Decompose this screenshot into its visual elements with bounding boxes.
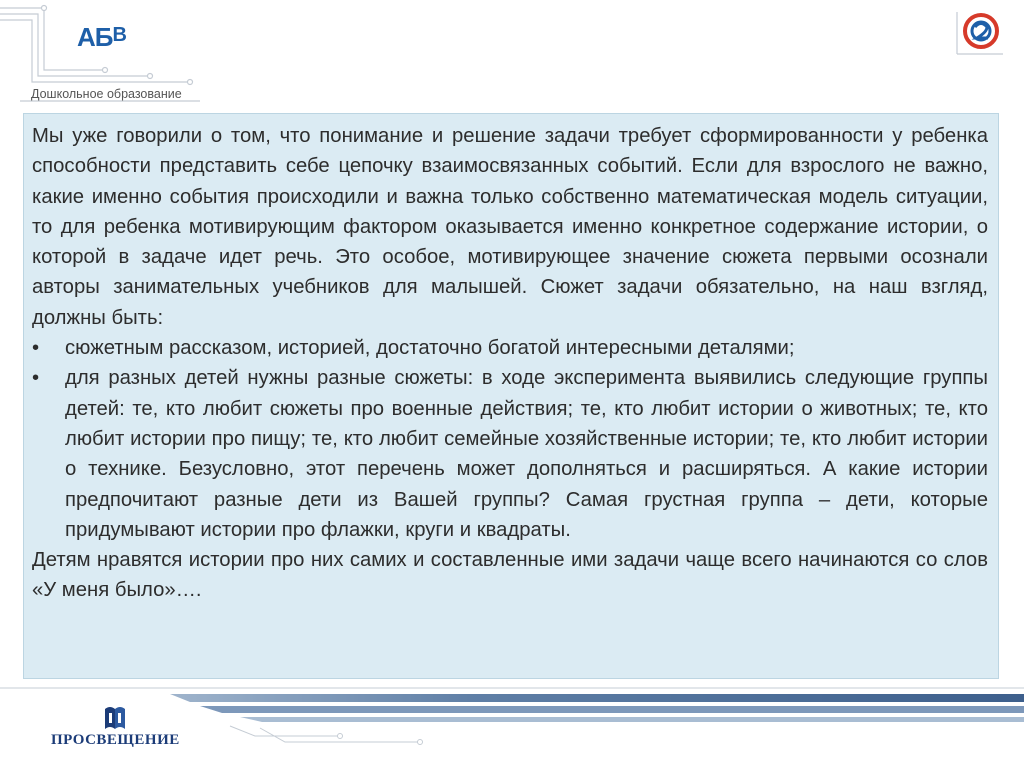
prosveshchenie-logo-icon <box>103 703 127 731</box>
footer-stripes-decoration <box>0 686 1024 768</box>
list-item <box>32 333 988 363</box>
publisher-name: ПРОСВЕЩЕНИЕ <box>51 732 180 748</box>
closing-paragraph: Детям нравятся истории про них самих и составленные ими задачи чаще всего начинаются со слов «У меня было»…. <box>32 549 988 602</box>
intro-paragraph: Мы уже говорили о том, что понимание и решение задачи требует сформированности у ребенка способности представить себе цепочку взаимосвязанных событий. Если для взрослого не важно, какие именно события происходили и важна только собственно математическая модель ситуации, то для ребенка мотивирующим фактором оказывается именно конкретное содержание истории, о которой в задаче идет речь. Это особое, мотивирующее значение сюжета первыми осознали авторы занимательных учебников для малышей. Сюжет задачи обязательно, на наш взгляд, должны быть: <box>32 125 988 329</box>
bullet-marker: • <box>32 337 40 360</box>
bullet-marker: • <box>32 367 40 390</box>
list-item-text: для разных детей нужны разные сюжеты: в ходе эксперимента выявились следующие группы детей: те, кто любит сюжеты про военные действия; те, кто любит истории о животных; те, кто любит истории про пищу; те, кто любит семейные хозяйственные истории; те, кто любит истории о технике. Безусловно, этот перечень может дополняться и расширяться. А какие истории предпочитают разные дети из Вашей группы? Самая грустная группа – дети, которые придумывают истории про флажки, круги и квадраты. <box>65 367 988 541</box>
bullet-list <box>32 333 988 545</box>
list-item <box>32 363 988 545</box>
abv-logo-sup: В <box>112 24 126 46</box>
abv-logo-main: АБ <box>77 22 113 52</box>
list-item-text: сюжетным рассказом, историей, достаточно богатой интересными деталями; <box>65 337 795 360</box>
education-emblem-icon <box>953 10 1009 70</box>
header-subtitle: Дошкольное образование <box>31 87 182 101</box>
slide-header <box>0 0 1024 110</box>
abv-logo <box>77 24 126 50</box>
content-box <box>23 113 999 679</box>
